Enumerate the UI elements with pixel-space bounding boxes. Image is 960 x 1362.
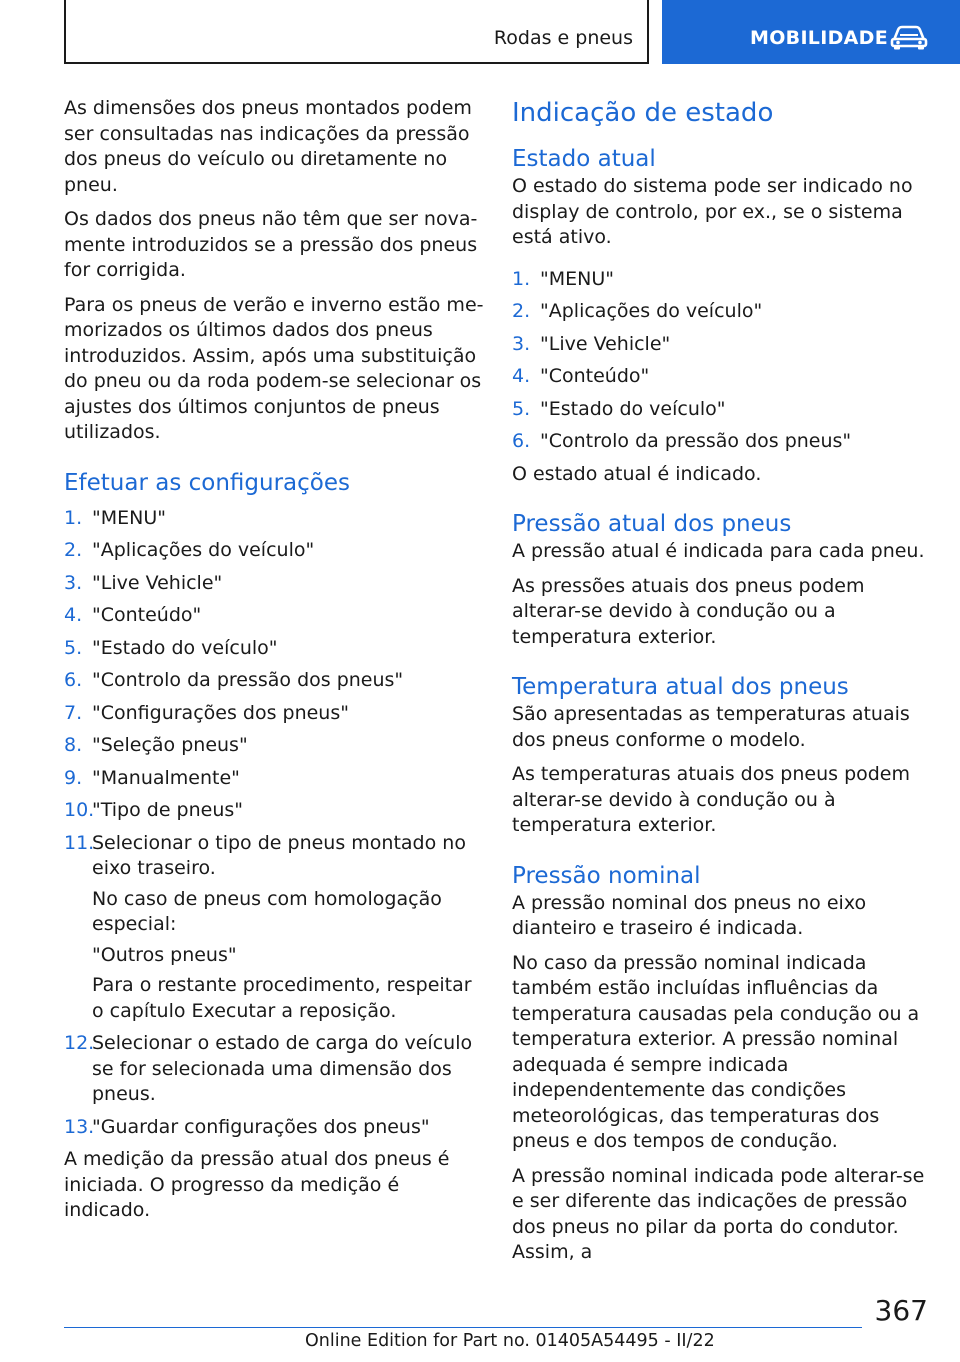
subsection-title-current-pressure: Pressão atual dos pneus (512, 511, 792, 537)
step-11-note-3: Para o restante procedimento, respeitar o capítulo Executar a reposição. (92, 974, 472, 1022)
list-item: 10. "Tipo de pneus" (64, 799, 244, 821)
list-item: 6. "Controlo da pressão dos pneus" (64, 669, 404, 691)
left-column (64, 96, 484, 1233)
current-status-closing: O estado atual é indicado. (512, 462, 762, 485)
list-item: 13. "Guardar configurações dos pneus" (64, 1115, 430, 1138)
current-pressure-p2: As pressões atuais dos pneus podem alterar-se devido à condução ou a temperatura exterior. (512, 574, 865, 648)
list-item: 5. "Estado do veículo" (512, 397, 726, 420)
section-title-status: Indicação de estado (512, 98, 774, 128)
subsection-title-nominal-pressure: Pressão nominal (512, 862, 701, 889)
current-temperature-p2: As temperaturas atuais dos pneus podem alterar-se devido à condução ou à temperatura exterior. (512, 763, 911, 836)
list-item: 3. "Live Vehicle" (64, 571, 223, 594)
intro-paragraph-3: Para os pneus de verão e inverno estão memorizados os últimos dados dos pneus introduzidos. Assim, após uma substituição do pneu ou da roda podem-se selecionar os ajustes dos últimos conjuntos de pneus utilizados. (64, 293, 484, 443)
current-temperature-p1: São apresentadas as temperaturas atuais dos pneus conforme o modelo. (512, 703, 910, 751)
list-item: 2. "Aplicações do veículo" (64, 539, 315, 561)
list-item: 1. "MENU" (512, 267, 614, 290)
footer-divider (64, 1327, 862, 1328)
list-item: 11. Selecionar o tipo de pneus montado no eixo traseiro. No caso de pneus com homologação especial: "Outros pneus" Para o restante procedimento, respeitar o capítulo Executar a reposição. (64, 831, 484, 1025)
car-icon (890, 24, 928, 50)
footer-edition-text: Online Edition for Part no. 01405A54495 - II/22 (305, 1331, 715, 1351)
status-steps-list (512, 267, 932, 455)
list-item: 9. "Manualmente" (64, 766, 240, 789)
list-item: 2. "Aplicações do veículo" (512, 300, 763, 322)
list-item: 6. "Controlo da pressão dos pneus" (512, 430, 852, 452)
list-item: 8. "Seleção pneus" (64, 734, 248, 756)
section-title-settings: Efetuar as configurações (64, 469, 350, 496)
subsection-title-current-status: Estado atual (512, 146, 656, 172)
step-11-note-2: "Outros pneus" (92, 943, 237, 966)
list-item: 5. "Estado do veículo" (64, 636, 278, 659)
measurement-note: A medição da pressão atual dos pneus é iniciada. O progresso da medição é indicado. (64, 1148, 450, 1221)
header-chapter-title: MOBILIDADE (750, 27, 889, 49)
settings-steps-list (64, 506, 484, 1141)
list-item: 1. "MENU" (64, 506, 166, 529)
list-item: 3. "Live Vehicle" (512, 332, 671, 355)
page-number: 367 (874, 1294, 928, 1327)
step-11-note-1: No caso de pneus com homologação especial: (92, 887, 442, 935)
intro-paragraph-1: As dimensões dos pneus montados podem ser consultadas nas indicações da pressão dos pneus do veículo ou diretamente no pneu. (64, 97, 472, 196)
subsection-title-current-temperature: Temperatura atual dos pneus (512, 674, 849, 700)
list-item: 4. "Conteúdo" (64, 604, 202, 626)
intro-paragraph-2: Os dados dos pneus não têm que ser novamente introduzidos se a pressão dos pneus for corrigida. (64, 208, 478, 281)
nominal-pressure-p3: A pressão nominal indicada pode alterar-se e ser diferente das indicações de pressão dos pneus no pilar da porta do condutor. Assim, a (512, 1164, 925, 1263)
list-item: 7. "Configurações dos pneus" (64, 701, 349, 724)
header-section-box (64, 0, 649, 64)
list-item: 12. Selecionar o estado de carga do veículo se for selecionada uma dimensão dos pneus. (64, 1032, 473, 1105)
current-pressure-p1: A pressão atual é indicada para cada pneu. (512, 540, 925, 562)
header-section-title: Rodas e pneus (493, 27, 633, 49)
list-item: 4. "Conteúdo" (512, 365, 650, 387)
nominal-pressure-p2: No caso da pressão nominal indicada também estão incluídas influências da temperatura causadas pela condução ou a temperatura exterior. A pressão nominal adequada é sempre indicada independentemente das condições meteorológicas, das temperaturas dos pneus e dos tempos de condução. (512, 951, 920, 1152)
current-status-intro: O estado do sistema pode ser indicado no display de controlo, por ex., se o sistema está ativo. (512, 175, 913, 248)
header-chapter-box (662, 0, 960, 64)
nominal-pressure-p1: A pressão nominal dos pneus no eixo dianteiro e traseiro é indicada. (512, 891, 867, 939)
right-column (512, 96, 932, 1275)
